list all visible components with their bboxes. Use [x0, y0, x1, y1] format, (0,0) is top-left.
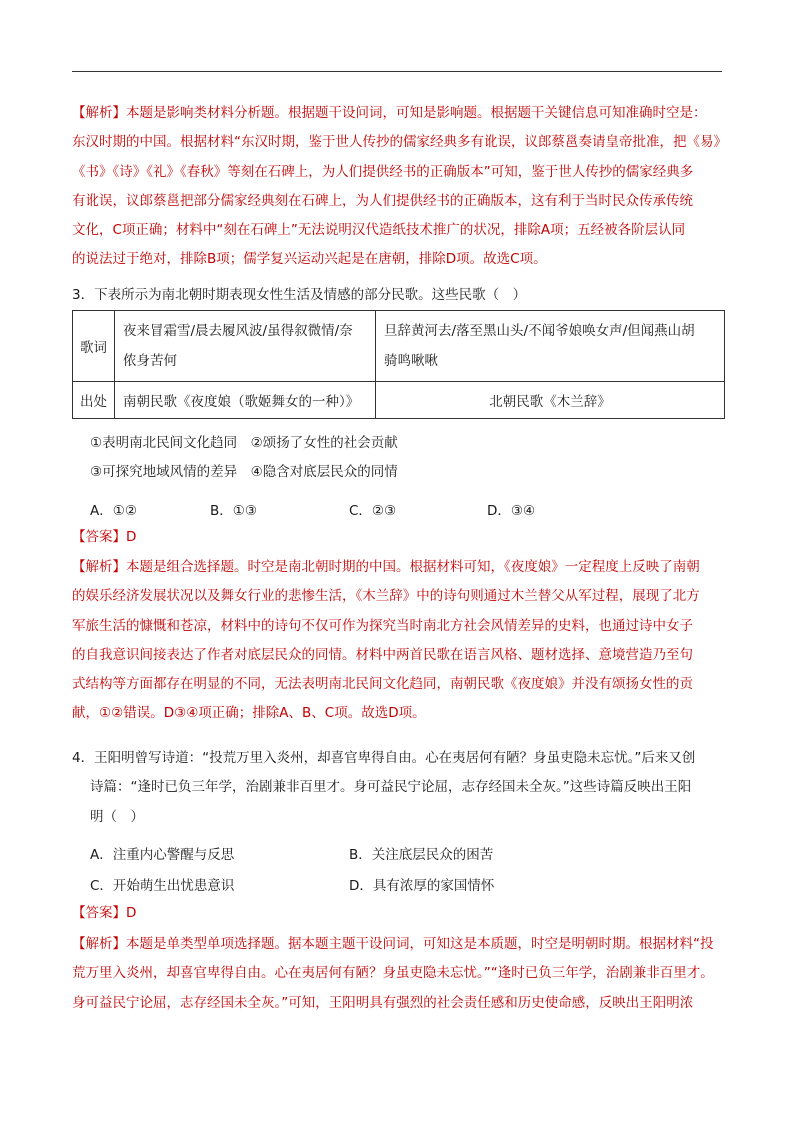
answer-value: D: [126, 905, 137, 921]
south-song-lyrics: 夜来冒霜雪/晨去履风波/虽得叙微情/奈 侬身苦何: [115, 311, 376, 382]
q3-option-a: A．①②: [90, 503, 137, 519]
statement-line: ①表明南北民间文化趋同 ②颂扬了女性的社会贡献: [90, 435, 398, 451]
q2-analysis-line-4: 有讹误，议郎蔡邕把部分儒家经典刻在石碑上，为人们提供经书的正确版本，这有利于当时民众传承传统: [72, 192, 693, 209]
q3-statements: [90, 429, 742, 488]
answer-label: 【答案】: [72, 529, 126, 545]
q4-option-a: A．注重内心警醒与反思: [90, 847, 235, 863]
statement-line: ③可探究地域风情的差异 ④隐含对底层民众的同情: [90, 464, 398, 481]
north-song-source: 北朝民歌《木兰辞》: [376, 382, 725, 419]
q4-stem: 4．王阳明曾写诗道：“投荒万里入炎州，却喜官卑得自由。心在夷居何有陋？身虽吏隐未忘忧。”后来又创 诗篇：“逢时已负三年学，治剧兼非百里才。身可益民宁论屈，志存经国未全灰。”这些诗篇反映出王阳 明（ ）: [72, 750, 696, 825]
q4-option-d: D．具有浓厚的家国情怀: [349, 878, 495, 894]
q3-option-b: B．①③: [210, 503, 257, 519]
analysis-label: 【解析】: [72, 559, 126, 575]
table-row: [73, 382, 725, 419]
row-header-lyrics: 歌词: [73, 311, 115, 382]
q4-answer: [72, 899, 724, 928]
q3-analysis: 【解析】本题是组合选择题。时空是南北朝时期的中国。根据材料可知，《夜度娘》一定程度上反映了南朝 的娱乐经济发展状况以及舞女行业的悲惨生活，《木兰辞》中的诗句则通过木兰替父从军过程，展现了北方 军旅生活的慷慨和苍凉，材料中的诗句不仅可作为探究当时南北方社会风情差异的史料，也通过诗中女子 的自我意识间接表达了作者对底层民众的同情。材料中两首民歌在语言风格、题材选择、意境营造乃至句 式结构等方面都存在明显的不同，无法表明南北民间文化趋同，南朝民歌《夜度娘》并没有颂扬女性的贡 献，①②错误。D③④项正确；排除A、B、C项。故选D项。: [72, 559, 700, 722]
q3-stem: 3．下表所示为南北朝时期表现女性生活及情感的部分民歌。这些民歌（ ）: [72, 287, 527, 303]
q4-analysis: 【解析】本题是单类型单项选择题。据本题主题干设问词，可知这是本质题，时空是明朝时期。根据材料“投 荒万里入炎州，却喜官卑得自由。心在夷居何有陋？身虽吏隐未忘忧。”“逢时已负三年学，治剧兼非百里才。 身可益民宁论屈，志存经国未全灰。”可知，王阳明具有强烈的社会责任感和历史使命感，反映出王阳明浓: [72, 936, 714, 1011]
answer-value: D: [126, 529, 137, 545]
q2-analysis-line-2: 东汉时期的中国。根据材料“东汉时期，鉴于世人传抄的儒家经典多有讹误，议郎蔡邕奏请皇帝批准，把《易》: [72, 134, 727, 151]
analysis-label: 【解析】: [72, 936, 126, 952]
q4-option-b: B．关注底层民众的困苦: [349, 847, 494, 863]
row-header-source: 出处: [73, 382, 115, 419]
q2-analysis-line-6: 的说法过于绝对，排除B项；儒学复兴运动兴起是在唐朝，排除D项。故选C项。: [72, 251, 547, 268]
q2-analysis: [72, 99, 727, 275]
q4-option-c: C．开始萌生出忧患意识: [90, 878, 235, 894]
songs-table: [72, 310, 725, 419]
q3-option-c: C．②③: [349, 503, 397, 519]
header-rule: [72, 71, 722, 72]
q2-analysis-line-3: 《书》《诗》《礼》《春秋》等刻在石碑上，为人们提供经书的正确版本”可知，鉴于世人传抄的儒家经典多: [72, 163, 694, 180]
q3-option-d: D．③④: [487, 503, 536, 519]
north-song-lyrics: 旦辞黄河去/落至黑山头/不闻爷娘唤女声/但闻燕山胡 骑鸣啾啾: [376, 311, 725, 382]
analysis-label: 【解析】: [72, 105, 126, 121]
table-row: [73, 311, 725, 382]
answer-label: 【答案】: [72, 905, 126, 921]
south-song-source: 南朝民歌《夜度娘（歌姬舞女的一种）》: [115, 382, 376, 419]
q3-answer: [72, 523, 724, 552]
q2-analysis-line-5: 文化，C项正确；材料中“刻在石碑上”无法说明汉代造纸技术推广的状况，排除A项；五经被各阶层认同: [72, 222, 686, 239]
q2-analysis-line-1: 【解析】本题是影响类材料分析题。根据题干设问词，可知是影响题。根据题干关键信息可知准确时空是：: [72, 105, 707, 121]
